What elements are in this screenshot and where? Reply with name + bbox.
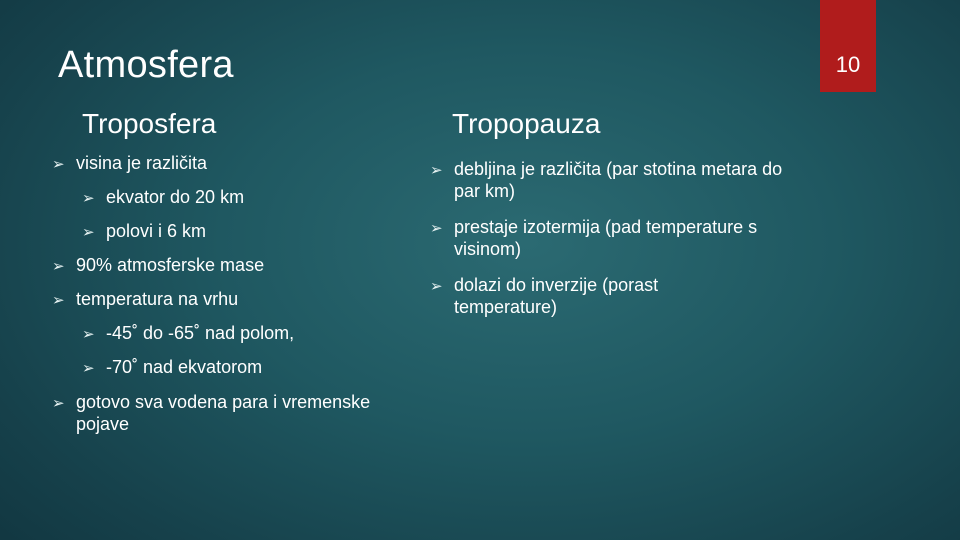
arrow-bullet-icon: ➢ [430,161,443,179]
left-column-heading: Troposfera [82,108,217,139]
list-item-text: prestaje izotermija (pad temperature s visinom) [454,217,758,259]
arrow-bullet-icon: ➢ [52,155,65,173]
list-item-text: gotovo sva vodena para i vremenske pojave [76,392,371,434]
list-item-text: ekvator do 20 km [106,187,245,207]
arrow-bullet-icon: ➢ [430,219,443,237]
list-item-text: dolazi do inverzije (porast temperature) [454,275,659,317]
arrow-bullet-icon: ➢ [82,189,95,207]
slide-number: 10 [835,52,861,77]
arrow-bullet-icon: ➢ [52,257,65,275]
list-item-text: 90% atmosferske mase [76,255,265,275]
arrow-bullet-icon: ➢ [82,223,95,241]
arrow-bullet-icon: ➢ [82,325,95,343]
arrow-bullet-icon: ➢ [52,291,65,309]
slide-number-badge [820,0,876,92]
arrow-bullet-icon: ➢ [430,277,443,295]
slide-title: Atmosfera [58,44,234,86]
list-item-text: polovi i 6 km [106,221,207,241]
list-item-text: -45˚ do -65˚ nad polom, [106,323,295,343]
arrow-bullet-icon: ➢ [82,359,95,377]
arrow-bullet-icon: ➢ [52,394,65,412]
list-item-text: -70˚ nad ekvatorom [106,357,263,377]
list-item-text: visina je različita [76,153,208,173]
right-column-heading: Tropopauza [452,108,601,139]
list-item-text: debljina je različita (par stotina metara do par km) [454,159,783,201]
list-item-text: temperatura na vrhu [76,289,239,309]
